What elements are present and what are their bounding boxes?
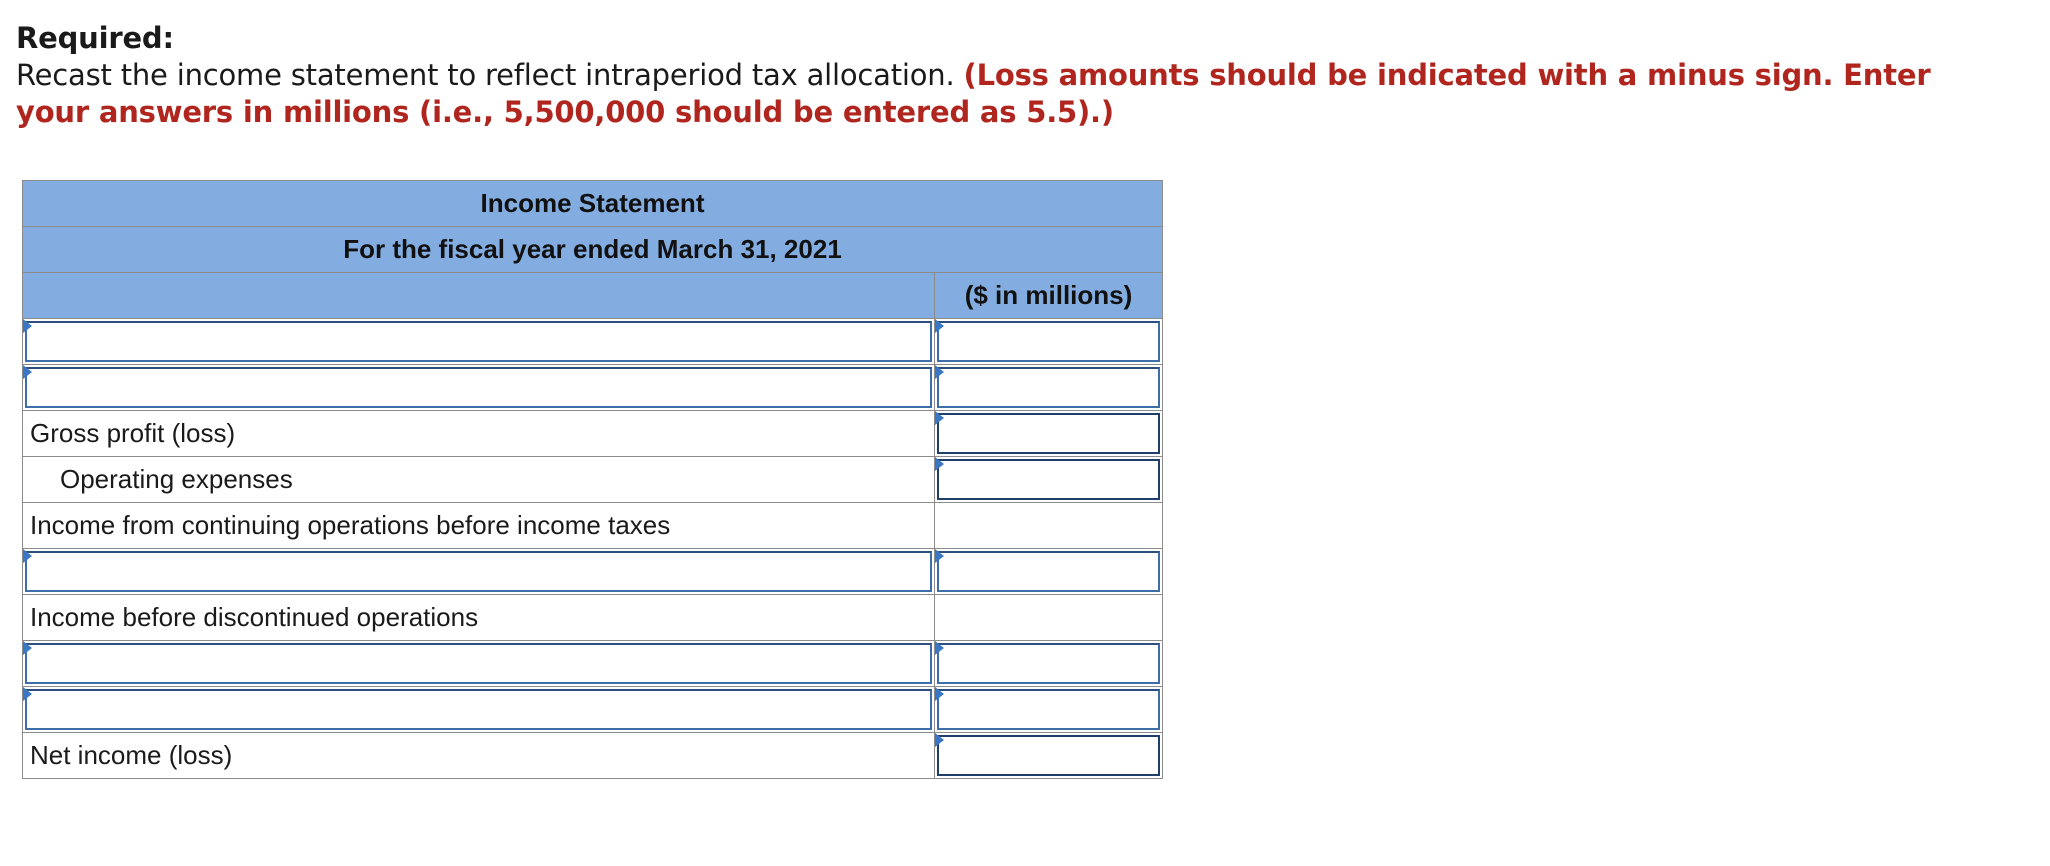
label-select-box[interactable] [25, 367, 932, 408]
value-input-box[interactable] [937, 735, 1160, 776]
income-continuing-label: Income from continuing operations before income taxes [23, 503, 935, 549]
dropdown-marker-icon [935, 457, 944, 471]
operating-expenses-label: Operating expenses [23, 457, 935, 503]
dropdown-marker-icon [23, 365, 32, 379]
net-income-label: Net income (loss) [23, 733, 935, 779]
label-select-box[interactable] [25, 689, 932, 730]
label-select-3[interactable] [23, 549, 935, 595]
value-input-box[interactable] [937, 643, 1160, 684]
header-blank-cell [23, 273, 935, 319]
income-continuing-value [935, 503, 1163, 549]
dropdown-marker-icon [23, 687, 32, 701]
statement-row [23, 457, 1163, 503]
value-input-5[interactable] [935, 687, 1163, 733]
statement-row [23, 503, 1163, 549]
income-before-discontinued-value [935, 595, 1163, 641]
instruction-note: (Loss amounts should be indicated with a minus sign. Enter your answers in millions (i.e., 5,500,000 should be entered as 5.5).) [16, 58, 1931, 129]
value-input-box[interactable] [937, 551, 1160, 592]
statement-row [23, 365, 1163, 411]
income-statement-table [22, 180, 1163, 779]
label-select-1[interactable] [23, 319, 935, 365]
value-input-box[interactable] [937, 689, 1160, 730]
dropdown-marker-icon [23, 549, 32, 563]
value-input-1[interactable] [935, 319, 1163, 365]
header-row-units [23, 273, 1163, 319]
label-select-5[interactable] [23, 687, 935, 733]
dropdown-marker-icon [935, 365, 944, 379]
dropdown-marker-icon [935, 549, 944, 563]
value-input-box[interactable] [937, 459, 1160, 500]
gross-profit-label: Gross profit (loss) [23, 411, 935, 457]
net-income-input[interactable] [935, 733, 1163, 779]
statement-row [23, 411, 1163, 457]
label-select-box[interactable] [25, 321, 932, 362]
dropdown-marker-icon [935, 641, 944, 655]
dropdown-marker-icon [935, 411, 944, 425]
value-input-4[interactable] [935, 641, 1163, 687]
dropdown-marker-icon [935, 733, 944, 747]
statement-row [23, 687, 1163, 733]
value-input-2[interactable] [935, 365, 1163, 411]
value-input-3[interactable] [935, 549, 1163, 595]
statement-row [23, 549, 1163, 595]
operating-expenses-input[interactable] [935, 457, 1163, 503]
units-header: ($ in millions) [935, 273, 1163, 319]
required-heading: Required: [16, 21, 174, 55]
statement-period: For the fiscal year ended March 31, 2021 [23, 227, 1163, 273]
statement-title: Income Statement [23, 181, 1163, 227]
label-select-2[interactable] [23, 365, 935, 411]
value-input-box[interactable] [937, 367, 1160, 408]
dropdown-marker-icon [23, 641, 32, 655]
instructions [16, 20, 1956, 131]
gross-profit-input[interactable] [935, 411, 1163, 457]
statement-row [23, 733, 1163, 779]
header-row-title [23, 181, 1163, 227]
instruction-text: Recast the income statement to reflect intraperiod tax allocation. [16, 58, 964, 92]
statement-row [23, 641, 1163, 687]
statement-row [23, 319, 1163, 365]
value-input-box[interactable] [937, 413, 1160, 454]
label-select-4[interactable] [23, 641, 935, 687]
label-select-box[interactable] [25, 643, 932, 684]
value-input-box[interactable] [937, 321, 1160, 362]
dropdown-marker-icon [935, 687, 944, 701]
label-select-box[interactable] [25, 551, 932, 592]
header-row-period [23, 227, 1163, 273]
statement-row [23, 595, 1163, 641]
dropdown-marker-icon [23, 319, 32, 333]
income-before-discontinued-label: Income before discontinued operations [23, 595, 935, 641]
dropdown-marker-icon [935, 319, 944, 333]
